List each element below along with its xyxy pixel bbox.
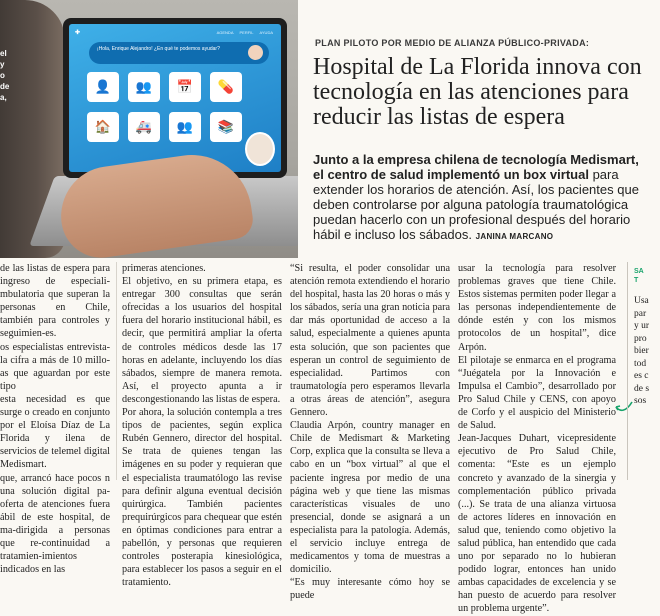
sidebar-line: Usa — [634, 296, 649, 306]
strip-line: a, — [0, 93, 7, 102]
paragraph: El objetivo, en su primera etapa, es entregar 300 consultas que serán ofrecidas a los usuarios del hospital fuera del horario institucional hábil, es decir, que permitirá ampliar la oferta de controles médicos desde las 17 horas en adelante, incluyendo los días sábados, siempre de manera remota. Así, el proyecto apunta a ir descongestionando las listas de espera. — [122, 276, 282, 405]
screen-greeting-text: ¡Hola, Enrique Alejandro! ¿En qué te podemos ayudar? — [97, 46, 220, 52]
avatar — [248, 45, 263, 60]
lead-rest: para extender los horarios de atención. Así, los pacientes que deben controlarse por alguna patología traumatológica puedan hacerlo con un profesional después del horario hábil e incluso los sábados. — [313, 167, 639, 242]
sidebar-line: pro — [634, 333, 647, 344]
paragraph: que, arrancó hace pocos n una solución digital pa-oferta de atenciones fuera ábil de este hospital, de ma-dirigida a personas que re-continuidad a tratamien-imientos indicados en las — [0, 472, 110, 576]
paragraph: El pilotaje se enmarca en el programa “Juégatela por la Innovación e Impulsa el Cambio”, desarrollado por Pro Salud Chile y CENS, con apoyo de Corfo y el auspicio del Ministerio de Salud. — [458, 354, 616, 432]
screen-nav — [217, 30, 273, 35]
tile-icon: 💊 — [210, 72, 242, 102]
tile-icon: 📅 — [169, 72, 201, 102]
paragraph: de las listas de espera para ingreso de especiali-mbulatoria que superan la personas en Chile, también para controles y seguimien-es. — [0, 263, 110, 340]
laptop-screen — [69, 24, 281, 172]
paragraph: Por ahora, la solución contempla a tres tipos de pacientes, según explica Rubén Gennero, director del hospital. Se trata de quienes tengan las imágenes en su poder y requieran que el especialista traumatólogo las revise para definir alguna eventual decisión quirúrgica. También pacientes prequirúrgicos para chequear que estén en óptimas condiciones para entrar a pabellón, y personas que requieren controles posterapia kinesiológica, para establecer los pasos a seguir en el tratamiento. — [122, 407, 282, 589]
tile-icon: 🏠 — [87, 112, 119, 142]
sidebar-line: bier — [634, 346, 649, 356]
tile-icon: 👥 — [169, 112, 201, 142]
column-4 — [458, 262, 616, 616]
strip-line: de — [0, 82, 10, 91]
paragraph: “Si resulta, el poder consolidar una atención remota extendiendo el horario del hospital, hasta las 20 horas o más y los sábados, sería una gran noticia para dar más oportunidad de acceso a la salud, especialmente a quienes apunta esta solución, que son pacientes que esperan un control de seguimiento de especialidad. Partimos con traumatología pero esperamos llevarla a otras áreas de atención”, asegura Gennero. — [290, 263, 450, 419]
tile-icon: 👥 — [128, 72, 160, 102]
column-divider — [116, 262, 117, 480]
article-photo — [0, 0, 298, 258]
paragraph: primeras atenciones. — [122, 263, 206, 274]
cut-text-strip — [0, 48, 10, 103]
tile-icon: 🚑 — [128, 112, 160, 142]
paragraph: Jean-Jacques Duhart, vicepresidente ejecutivo de Pro Salud Chile, comenta: “Este es un ejemplo concreto y avanzado de la sinergia y complementación público privada (...). Se trata de una alianza virtuosa de actores líderes en innovación en salud que, teniendo como objetivo la salud pública, han entendido que cada uno por separado no lo hubieran podido lograr, entonces han unido ambas capacidades de excelencia y se han puesto de acuerdo para resolver un problema urgente”. — [458, 433, 616, 615]
sidebar-line: es c — [634, 371, 649, 381]
paragraph: os especialistas entrevista-la cifra a más de 10 millo-as que aguardan por este tipo — [0, 341, 110, 392]
sidebar-line: sos — [634, 396, 647, 406]
sidebar-line: par — [634, 308, 647, 319]
strip-line: y — [0, 60, 5, 69]
byline: JANINA MARCANO — [475, 232, 554, 241]
paragraph: Claudia Arpón, country manager en Chile de Medismart & Marketing Corp, explica que la consulta se lleva a cabo en un “box virtual” al que el paciente ingresa por medio de una página web y que tiene las mismas características visuales de uno presencial, donde se asignará a un especialista para la patología. Además, el servicio incluye entrega de medicamentos y toma de muestras a domicilio. — [290, 420, 450, 576]
screen-nav-item: AYUDA — [259, 30, 273, 35]
article-kicker: PLAN PILOTO POR MEDIO DE ALIANZA PÚBLICO-PRIVADA: — [315, 38, 590, 48]
article-headline: Hospital de La Florida innova con tecnología en las atenciones para reducir las listas de espera — [313, 54, 642, 130]
sidebar-title — [634, 267, 660, 285]
doctor-avatar — [245, 132, 275, 166]
laptop — [63, 18, 287, 178]
column-2 — [122, 262, 282, 589]
screen-nav-item: PERFIL — [239, 30, 254, 35]
screen-greeting — [89, 42, 269, 64]
strip-line: o — [0, 71, 5, 80]
app-logo-icon: ✚ — [75, 30, 81, 36]
lead-bold: Junto a la empresa chilena de tecnología Medismart, el centro de salud implementó un box virtual — [313, 152, 639, 182]
tile-icon: 👤 — [87, 72, 119, 102]
sidebar-title-line: T — [634, 277, 639, 284]
sidebar-box — [627, 262, 660, 480]
sidebar-line: y ur — [634, 321, 650, 331]
sidebar-line: de s — [634, 383, 650, 394]
sidebar-title-line: SA — [634, 268, 644, 275]
article-lead — [313, 152, 649, 242]
sidebar-text — [634, 295, 660, 408]
screen-tiles — [87, 72, 247, 142]
screen-nav-item: AGENDA — [216, 30, 234, 35]
tile-icon: 📚 — [210, 112, 242, 142]
column-1 — [0, 262, 110, 576]
strip-line: el — [0, 49, 7, 58]
sidebar-line: tod — [634, 358, 647, 369]
paragraph: “Es muy interesante cómo hoy se puede — [290, 577, 450, 602]
paragraph: usar la tecnología para resolver problemas graves que tiene Chile. Estos sistemas permiten poder llegar a las personas independientemente de dónde estén y con los mismos protocolos de un hospital”, dice Arpón. — [458, 263, 616, 353]
paragraph: esta necesidad es que surge o creado en conjunto por el Eloísa Díaz de La Florida y ilena de servicios de telemel digital Medismart. — [0, 393, 110, 471]
column-3 — [290, 262, 450, 602]
